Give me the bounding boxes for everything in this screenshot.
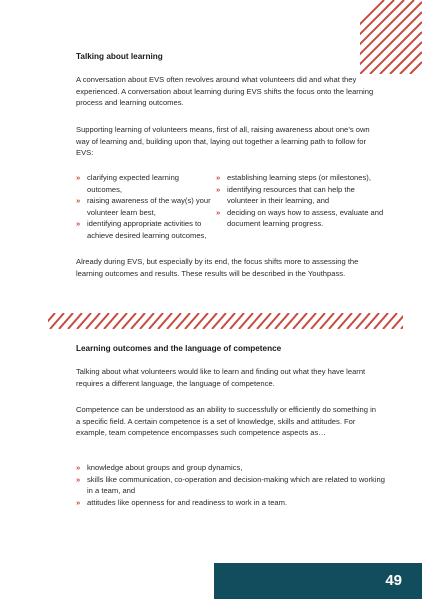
section-heading-learning-outcomes: Learning outcomes and the language of competence: [76, 344, 282, 353]
bullet-marker: »: [76, 219, 81, 229]
bullet-marker: »: [216, 207, 221, 217]
list-item: » knowledge about groups and group dynamics,: [76, 463, 243, 472]
bullet-list-left: [76, 172, 216, 242]
page-footer-bar: [214, 563, 422, 599]
paragraph: Talking about what volunteers would like to learn and finding out what they have learnt requires a different language, the language of competence.: [76, 367, 366, 388]
list-item: » clarifying expected learning outcomes,: [76, 173, 180, 194]
list-item: » identifying appropriate activities to achieve desired learning outcomes,: [76, 219, 207, 240]
page-number: 49: [385, 572, 402, 589]
paragraph: Competence can be understood as an ability to successfully or efficiently do something in a specific field. A certain competence is a set of knowledge, skills and attitudes. For example, team competence encompasses such competence aspects as…: [76, 405, 376, 438]
paragraph: Already during EVS, but especially by its end, the focus shifts more to assessing the learning outcomes and results. These results will be described in the Youthpass.: [76, 257, 359, 278]
bullet-list-right: [216, 172, 386, 230]
bullet-marker: »: [76, 463, 81, 472]
section-heading-talking-about-learning: Talking about learning: [76, 52, 163, 61]
list-item: » deciding on ways how to assess, evaluate and document learning progress.: [216, 207, 384, 229]
list-item: » establishing learning steps (or milestones),: [216, 173, 371, 182]
bullet-marker: »: [76, 196, 81, 206]
bullet-list-competence: [76, 462, 386, 508]
bullet-marker: »: [216, 184, 221, 194]
list-item: » skills like communication, co-operation and decision-making which are related to working in a team, and: [76, 474, 385, 496]
paragraph: Supporting learning of volunteers means, first of all, raising awareness about one’s own way of learning and, building upon that, laying out together a learning path to follow for EVS:: [76, 125, 370, 158]
decorative-hatching-divider: [48, 313, 403, 329]
bullet-marker: »: [76, 497, 81, 507]
bullet-marker: »: [76, 474, 81, 484]
bullet-marker: »: [76, 173, 81, 182]
list-item: » attitudes like openness for and readiness to work in a team.: [76, 497, 288, 507]
bullet-marker: »: [216, 173, 221, 182]
paragraph: A conversation about EVS often revolves around what volunteers did and what they experienced. A conversation about learning during EVS shifts the focus onto the learning process and learning outcomes.: [76, 75, 374, 108]
list-item: » raising awareness of the way(s) your volunteer learn best,: [76, 196, 211, 217]
list-item: » identifying resources that can help the volunteer in their learning, and: [216, 184, 355, 206]
decorative-hatching-top: [360, 0, 422, 74]
